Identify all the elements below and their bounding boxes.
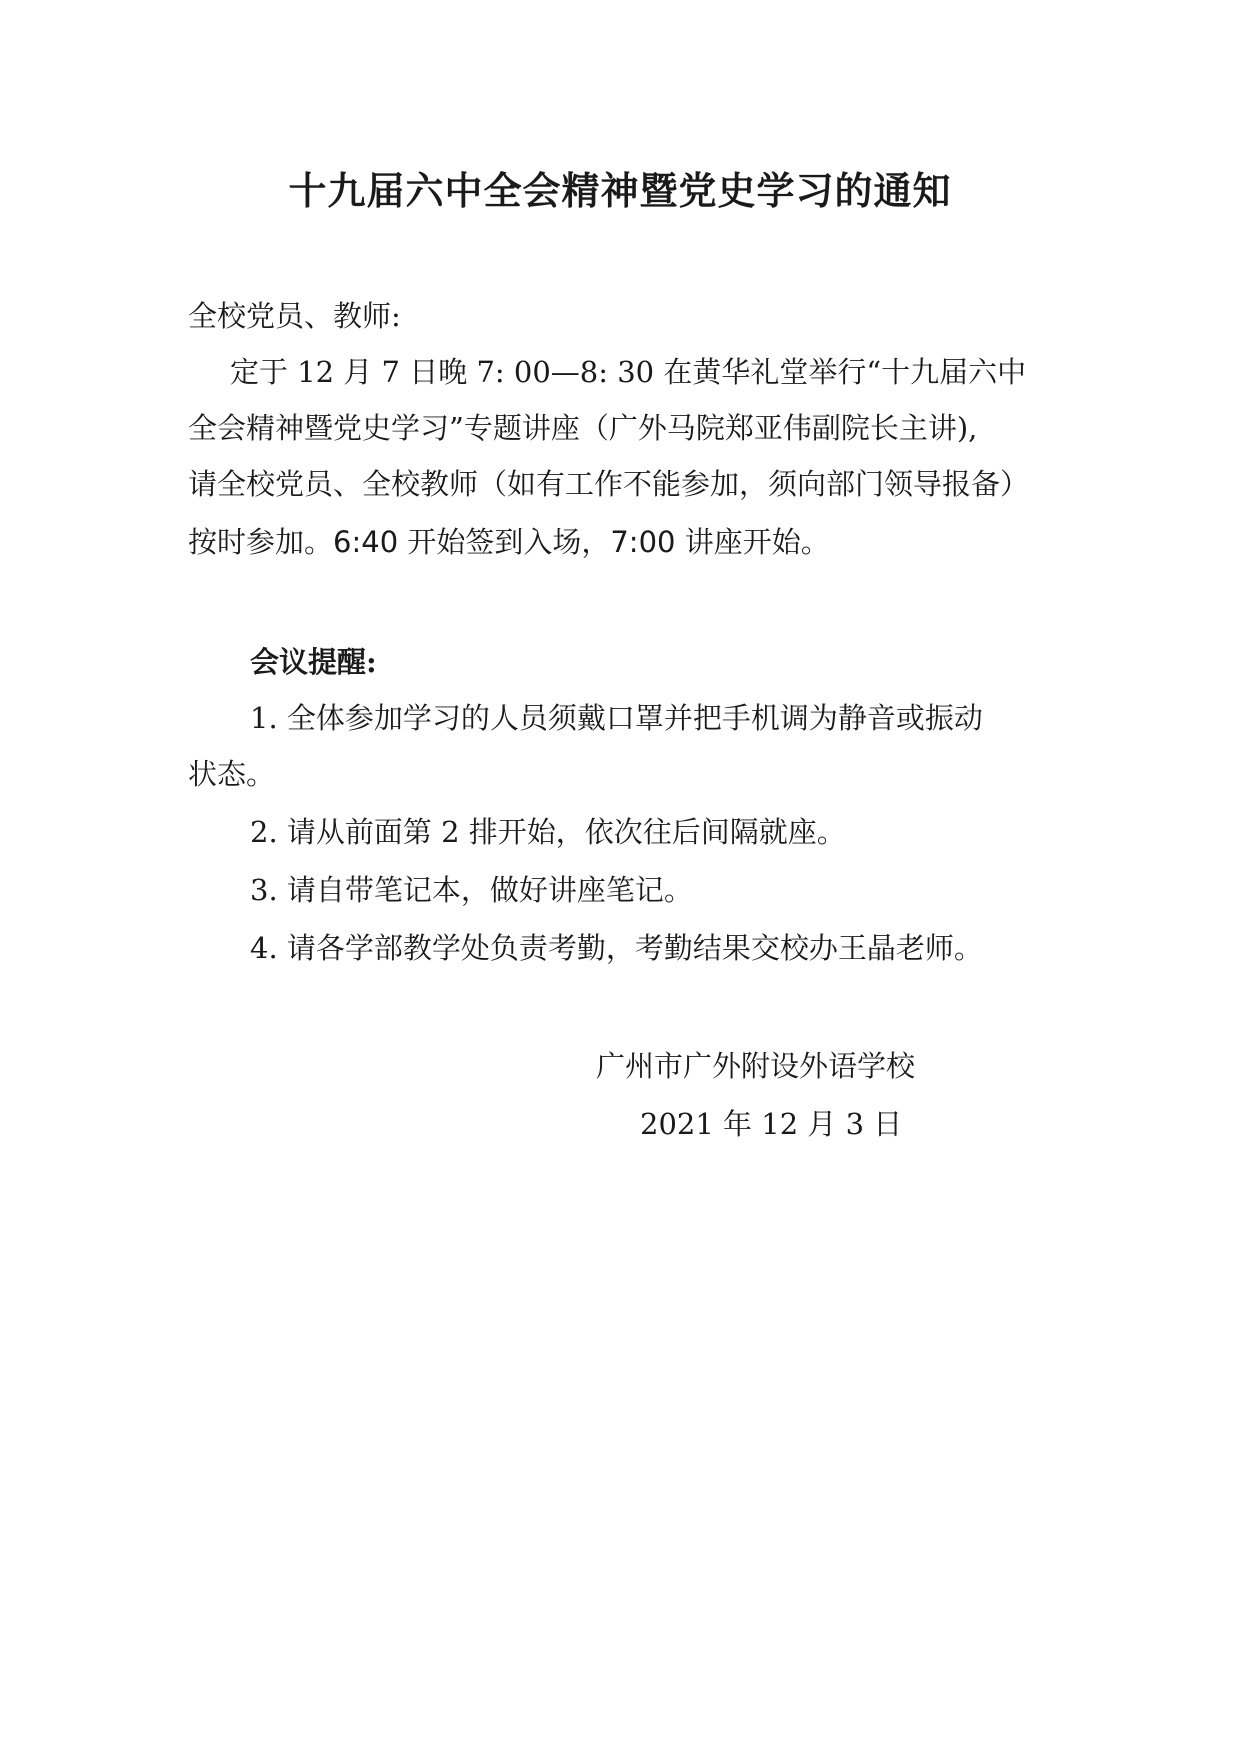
reminder-item: 3. 请自带笔记本，做好讲座笔记。 (250, 873, 693, 907)
body-line-1: 定于 12 月 7 日晚 7: 00—8: 30 在黄华礼堂举行“十九届六中 (230, 355, 1027, 389)
reminder-item: 状态。 (188, 757, 276, 791)
reminder-item: 2. 请从前面第 2 排开始，依次往后间隔就座。 (250, 815, 846, 849)
reminder-item: 1. 全体参加学习的人员须戴口罩并把手机调为静音或振动 (250, 701, 983, 735)
signature-organization: 广州市广外附设外语学校 (596, 1049, 916, 1083)
body-line-2: 全会精神暨党史学习”专题讲座（广外马院郑亚伟副院长主讲), (188, 411, 978, 445)
signature-date: 2021 年 12 月 3 日 (640, 1107, 903, 1141)
reminder-heading: 会议提醒: (250, 645, 377, 679)
salutation: 全校党员、教师: (188, 299, 401, 333)
body-line-4-prefix: 按时参加。 (188, 525, 334, 559)
body-line-4-emphasis: 6:40 开始签到入场，7:00 讲座开始。 (333, 525, 830, 559)
reminder-item: 4. 请各学部教学处负责考勤，考勤结果交校办王晶老师。 (250, 931, 983, 965)
document-title: 十九届六中全会精神暨党史学习的通知 (288, 168, 952, 213)
body-line-3: 请全校党员、全校教师（如有工作不能参加，须向部门领导报备） (188, 467, 1030, 501)
body-line-4 (188, 525, 830, 559)
